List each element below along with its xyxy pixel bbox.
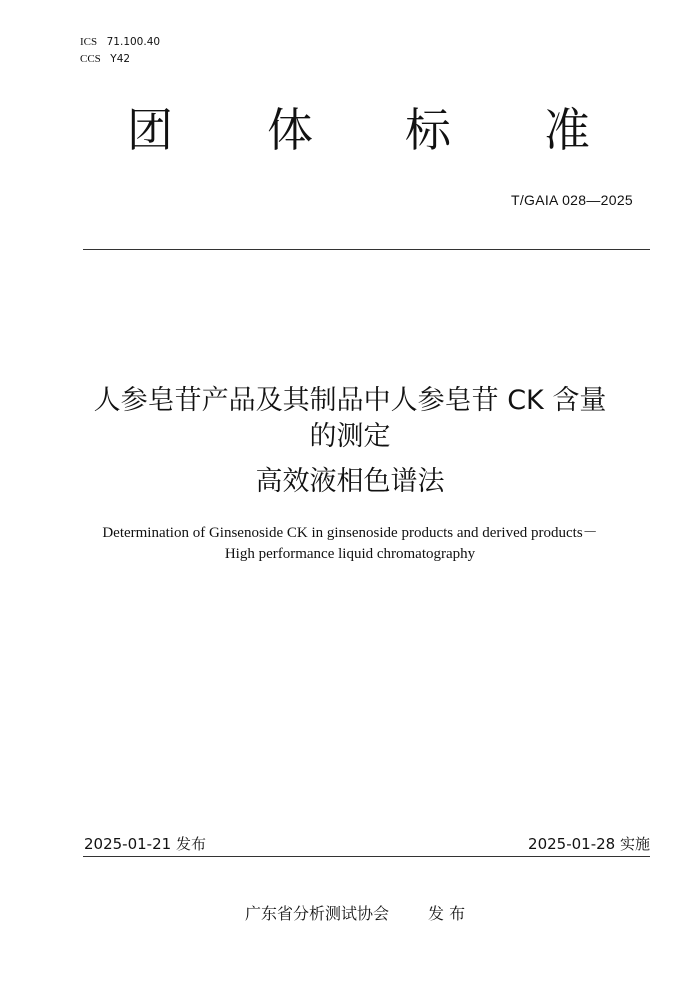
standard-number: T/GAIA 028—2025 (510, 192, 633, 208)
implement-date: 2025-01-28 实施 (528, 835, 650, 853)
ccs-code (80, 52, 130, 66)
title-zh-line-2: 的测定 (309, 421, 391, 452)
issuer-action: 发 布 (428, 904, 466, 923)
ics-code (80, 35, 160, 49)
title-en-line-1: Determination of Ginsenoside CK in ginsenoside products and derived products－ (102, 525, 598, 541)
ics-value: 71.100.40 (106, 36, 161, 48)
category-char-2: 体 (267, 103, 313, 157)
category-char-3: 标 (405, 103, 451, 157)
ics-label: ICS (80, 36, 98, 48)
header-divider (83, 249, 650, 250)
title-zh-line-1: 人参皂苷产品及其制品中人参皂苷 CK 含量 (93, 385, 607, 416)
title-zh-line-3: 高效液相色谱法 (255, 466, 445, 497)
footer-divider (83, 856, 650, 857)
publish-date: 2025-01-21 发布 (84, 835, 206, 853)
issuer-name: 广东省分析测试协会 (245, 904, 390, 923)
ccs-label: CCS (80, 53, 101, 65)
category-char-1: 团 (127, 103, 173, 157)
category-char-4: 准 (544, 103, 590, 157)
ccs-value: Y42 (110, 53, 131, 65)
title-en-line-2: High performance liquid chromatography (224, 546, 476, 562)
